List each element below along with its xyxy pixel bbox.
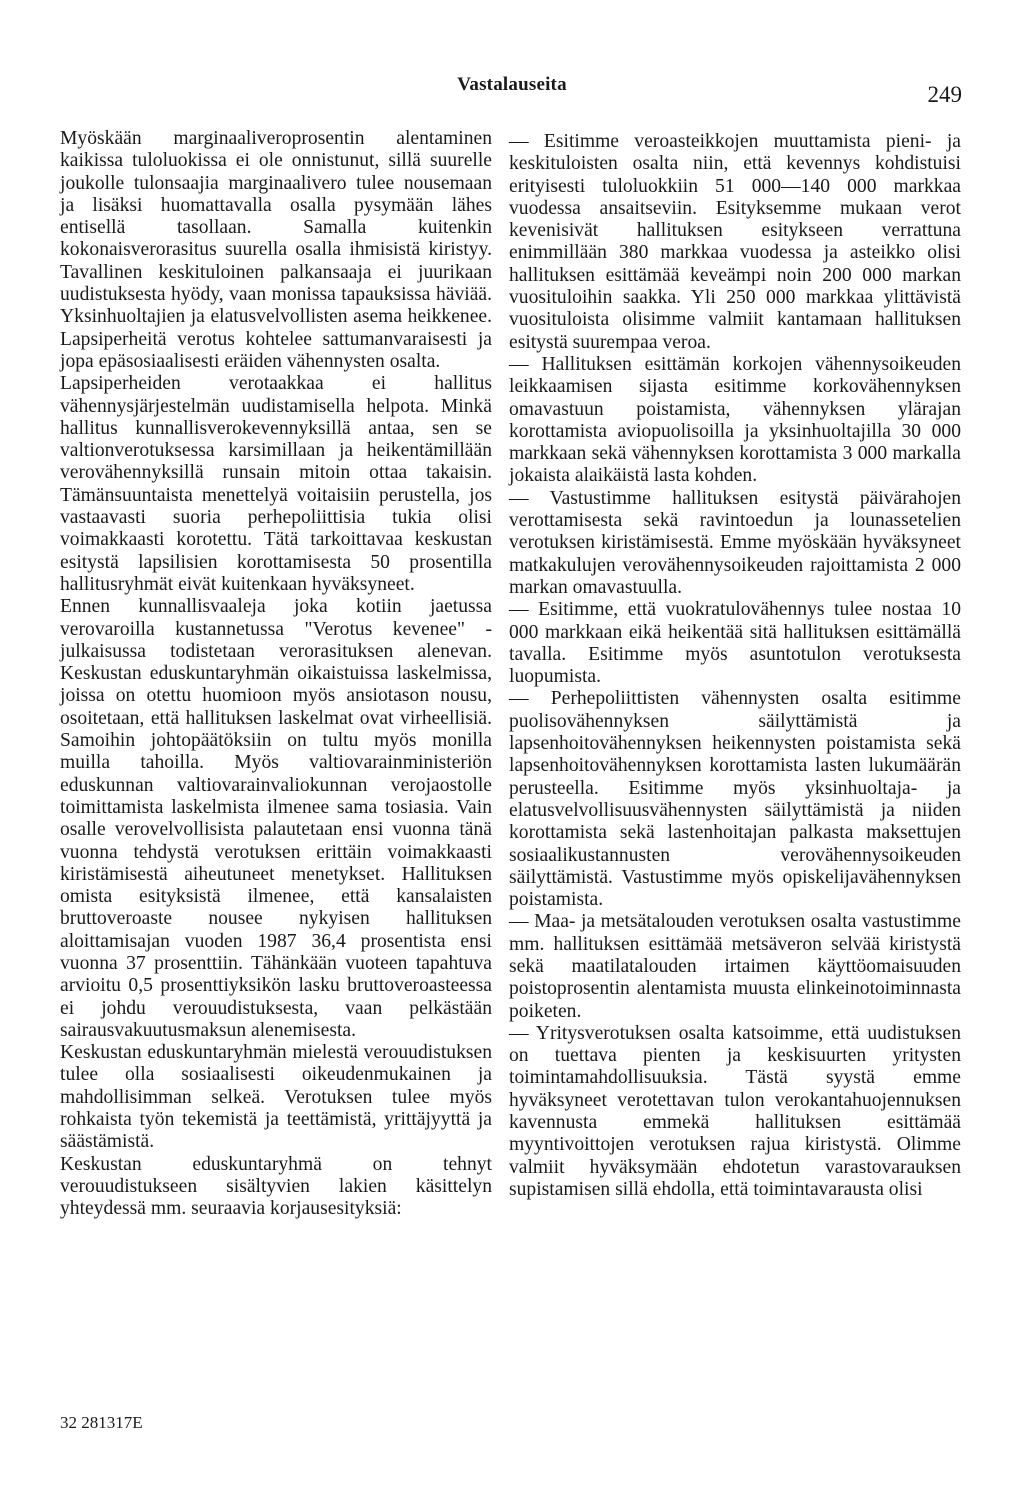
paragraph: Ennen kunnallisvaaleja joka kotiin jaetussa verovaroilla kustannetussa "Verotus kevenee" -julkaisussa todistetaan verorasituksen alenevan. Keskustan eduskuntaryhmän oikaistuissa laskelmissa, joissa on otettu huomioon myös ansiotason nousu, osoitetaan, että hallituksen laskelmat ovat virheellisiä. Samoihin johtopäätöksiin on tultu myös monilla muilla tahoilla. Myös valtiovarainministeriön eduskunnan valtiovarainvaliokunnan verojaostolle toimittamista laskelmista ilmenee sama tosiasia. Vain osalle verovelvollisista palautetaan ensi vuonna tänä vuonna tehdystä verotuksen erittäin voimakkaasti kiristämisestä aiheutuneet menetykset. Hallituksen omista esityksistä ilmenee, että kansalaisten bruttoveroaste nousee nykyisen hallituksen aloittamisajan vuoden 1987 36,4 prosentista ensi vuonna 37 prosenttiin. Tähänkään vuoteen tapahtuva arvioitu 0,5 prosenttiyksikön lasku bruttoveroasteessa ei johdu verouudistuksesta, vaan pelkästään sairausvakuutusmaksun alenemisesta. (60, 596, 492, 1041)
list-item: — Esitimme, että vuokratulovähennys tulee nostaa 10 000 markkaan eikä heikentää sitä hallituksen esittämällä tavalla. Esitimme myös asuntotulon verotuksesta luopumista. (509, 599, 961, 688)
paragraph: Lapsiperheiden verotaakkaa ei hallitus vähennysjärjestelmän uudistamisella helpota. Minkä hallitus kunnallisverokevennyksillä antaa, sen se valtionverotuksessa karsimillaan ja heikentämillään verovähennyksillä runsain mitoin ottaa takaisin. Tämänsuuntaista menettelyä voitaisiin perustella, jos vastaavasti suoria perhepoliittisia tukia olisi voimakkaasti korotettu. Tätä tarkoittavaa keskustan esitystä lapsilisien korottamisesta 50 prosentilla hallitusryhmät eivät kuitenkaan hyväksyneet. (60, 373, 492, 595)
right-column (509, 131, 961, 1201)
paragraph: Keskustan eduskuntaryhmä on tehnyt verouudistukseen sisältyvien lakien käsittelyn yhteydessä mm. seuraavia korjausesityksiä: (60, 1153, 492, 1220)
list-item: — Maa- ja metsätalouden verotuksen osalta vastustimme mm. hallituksen esittämää metsäveron selvää kiristystä sekä maatilatalouden irtaimen käyttöomaisuuden poistoprosentin alentamista muusta elinkeinotoiminnasta poiketen. (509, 911, 961, 1022)
paragraph: Keskustan eduskuntaryhmän mielestä verouudistuksen tulee olla sosiaalisesti oikeudenmukainen ja mahdollisimman selkeä. Verotuksen tulee myös rohkaista työn tekemistä ja teettämistä, yrittäjyyttä ja säästämistä. (60, 1042, 492, 1153)
list-item: — Perhepoliittisten vähennysten osalta esitimme puolisovähennyksen säilyttämistä ja lapsenhoitovähennyksen heikennysten poistamista sekä lapsenhoitovähennyksen korottamista lasten lukumäärän perusteella. Esitimme myös yksinhuoltaja- ja elatusvelvollisuusvähennysten säilyttämistä ja niiden korottamista sekä lastenhoitajan palkasta maksettujen sosiaalikustannusten verovähennysoikeuden säilyttämistä. Vastustimme myös opiskelijavähennyksen poistamista. (509, 688, 961, 911)
left-column (60, 128, 492, 1221)
list-item: — Yritysverotuksen osalta katsoimme, että uudistuksen on tuettava pienten ja keskisuurten yritysten toimintamahdollisuuksia. Tästä syystä emme hyväksyneet verotettavan tulon verokantahuojennuksen kavennusta emmekä hallituksen esittämää myyntivoittojen verotuksen rajua kiristystä. Olimme valmiit hyväksymään ehdotetun varastovarauksen supistamisen sillä ehdolla, että toimintavarausta olisi (509, 1022, 961, 1200)
list-item: — Hallituksen esittämän korkojen vähennysoikeuden leikkaamisen sijasta esitimme korkovähennyksen omavastuun poistamista, vähennyksen ylärajan korottamista aviopuolisoilla ja yksinhuoltajilla 30 000 markkaan sekä vähennyksen korottamista 3 000 markalla jokaista alaikäistä lasta kohden. (509, 353, 961, 487)
paragraph: Myöskään marginaaliveroprosentin alentaminen kaikissa tuloluokissa ei ole onnistunut, sillä suurelle joukolle tulonsaajia marginaalivero tulee nousemaan ja lisäksi huomattavalla osalla pysymään lähes entisellä tasollaan. Samalla kuitenkin kokonaisverorasitus suurella osalla ihmisistä kiristyy. Tavallinen keskituloinen palkansaaja ei juurikaan uudistuksesta hyödy, vaan monissa tapauksissa häviää. Yksinhuoltajien ja elatusvelvollisten asema heikkenee. Lapsiperheitä verotus kohtelee sattumanvaraisesti ja jopa epäsosiaalisesti eräiden vähennysten osalta. (60, 128, 492, 372)
print-code: 32 281317E (60, 1413, 143, 1432)
running-header-title: Vastalauseita (457, 74, 567, 95)
list-item: — Esitimme veroasteikkojen muuttamista pieni- ja keskituloisten osalta niin, että kevennys kohdistuisi erityisesti tuloluokkiin 51 000—140 000 markkaa vuodessa ansaitseviin. Esityksemme mukaan verot kevenisivät hallituksen esitykseen verrattuna enimmillään 380 markkaa vuodessa ja asteikko olisi hallituksen esittämää keveämpi noin 200 000 markan vuosituloihin saakka. Yli 250 000 markkaa ylittävistä vuosituloista olisimme valmiit kantamaan hallituksen esitystä suurempaa veroa. (509, 131, 961, 353)
page-number: 249 (927, 82, 962, 107)
list-item: — Vastustimme hallituksen esitystä päivärahojen verottamisesta sekä ravintoedun ja lounassetelien verotuksen kiristämisestä. Emme myöskään hyväksyneet matkakulujen verovähennysoikeuden rajoittamista 2 000 markan omavastuulla. (509, 487, 961, 598)
